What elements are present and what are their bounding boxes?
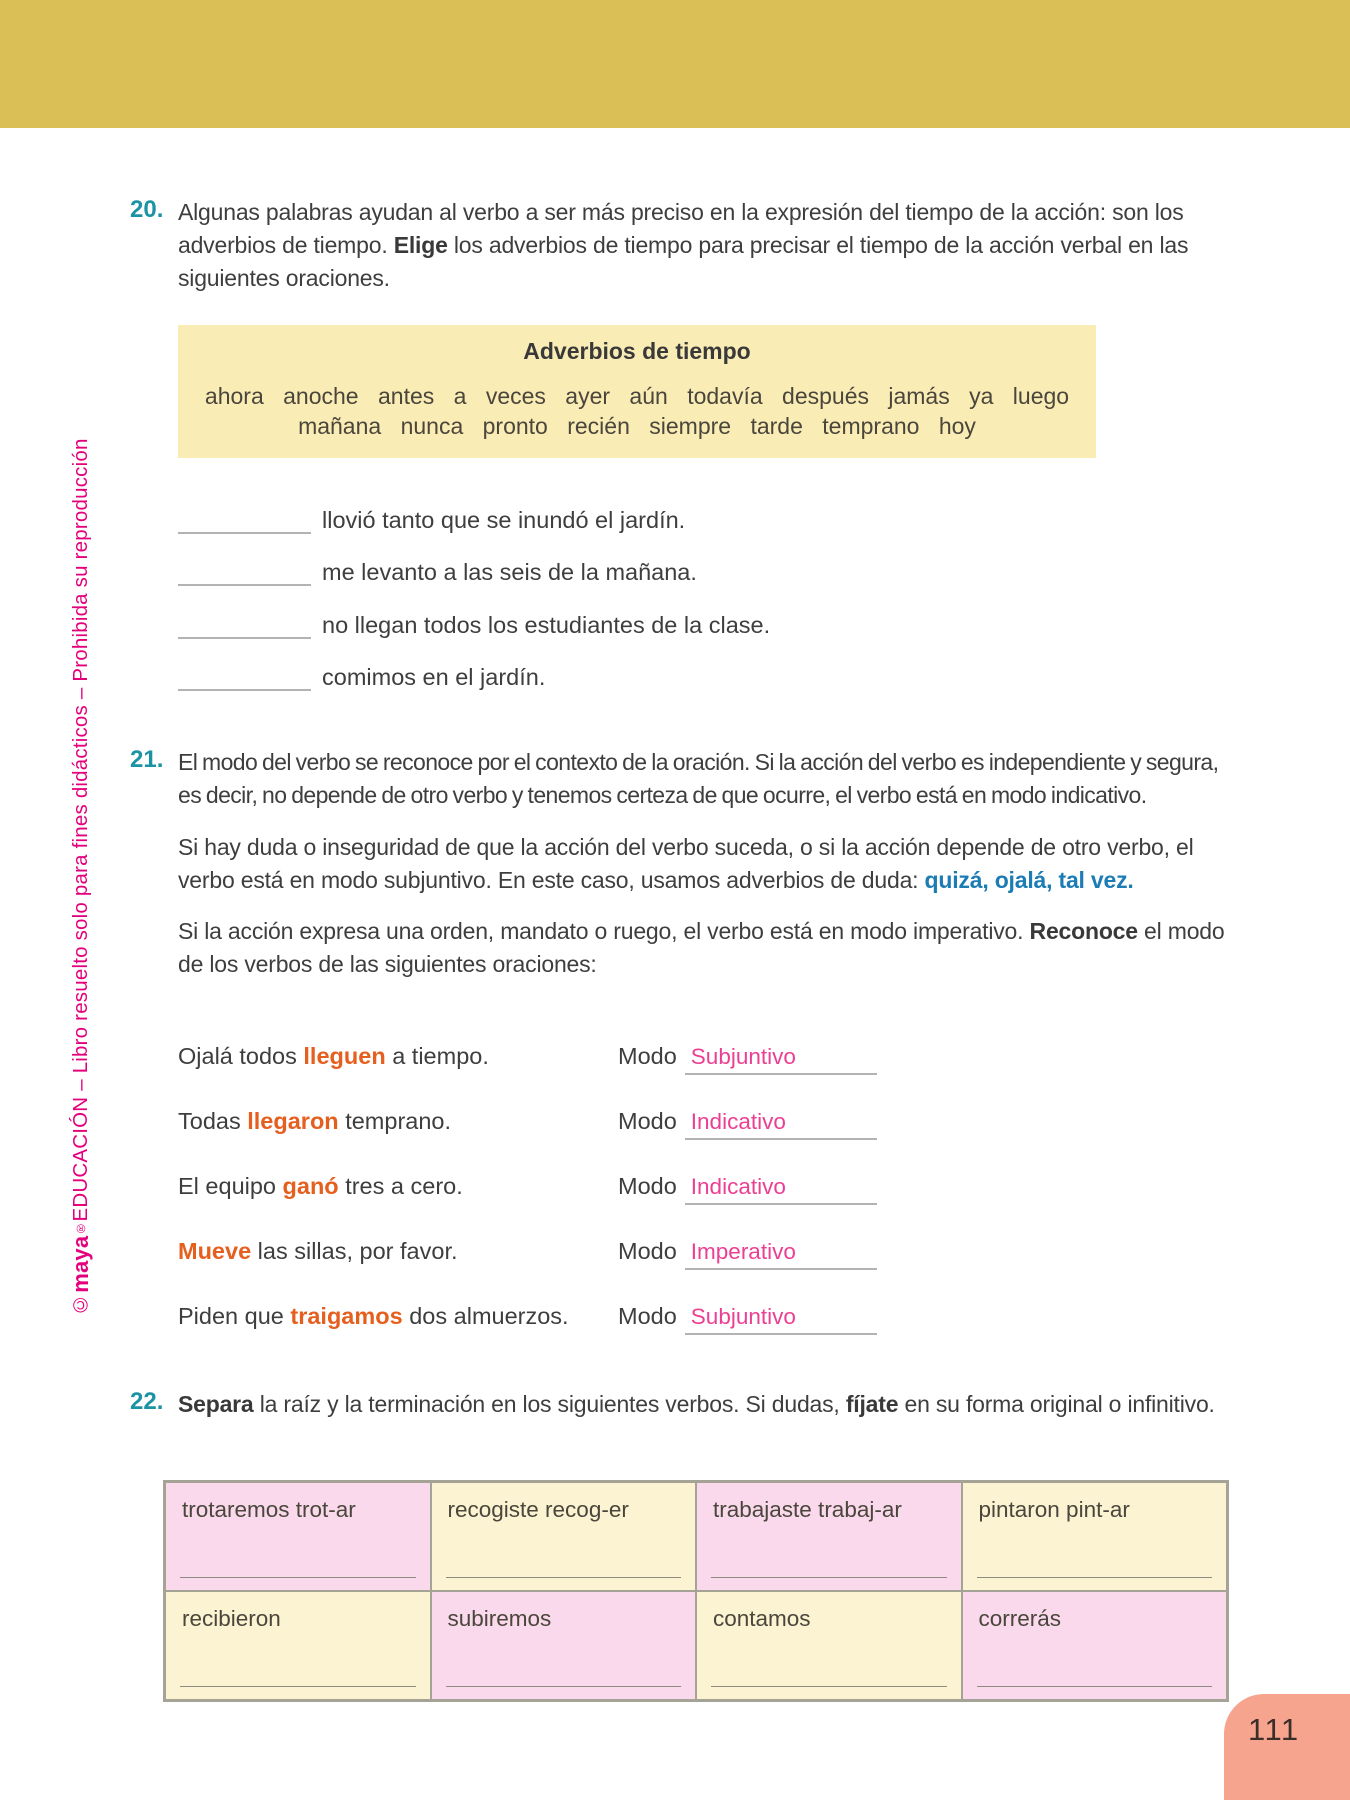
cell-answer-line[interactable] (977, 1577, 1213, 1578)
sentence-post: tres a cero. (338, 1173, 463, 1199)
exercise-21 (130, 746, 1230, 981)
modo-answer-field[interactable]: Subjuntivo (685, 1304, 877, 1335)
sentence-post: dos almuerzos. (402, 1303, 569, 1329)
sentence-text: no llegan todos los estudiantes de la clase. (322, 612, 771, 638)
sentence-text: me levanto a las seis de la mañana. (322, 559, 697, 585)
fill-blank-row (178, 505, 685, 535)
publisher-brand: maya (68, 1235, 93, 1293)
sentence-post: temprano. (338, 1108, 452, 1134)
modo-label: Modo (618, 1303, 677, 1329)
page-number: 111 (1248, 1712, 1300, 1747)
mode-sentence-row (178, 1238, 1230, 1284)
answer-blank-line[interactable] (178, 665, 311, 691)
exercise-21-paragraph-3 (178, 915, 1230, 981)
copyright-symbol: © (69, 1292, 92, 1316)
exercise-21-p3-post: el modo de los verbos de las siguientes oraciones: (178, 918, 1225, 977)
exercise-20-text-bold: Elige (393, 232, 448, 258)
highlighted-verb: Mueve (178, 1238, 252, 1264)
table-cell (962, 1591, 1228, 1700)
top-color-bar (0, 0, 1350, 128)
sentence-text: llovió tanto que se inundó el jardín. (322, 507, 686, 533)
sentence-pre: El equipo (178, 1173, 283, 1199)
cell-text: trabajaste trabaj-ar (713, 1497, 902, 1522)
fill-blank-row (178, 557, 697, 587)
exercise-20-text-pre: Algunas palabras ayudan al verbo a ser más preciso en la expresión del tiempo de la acción: son los adverbios de tiempo. (178, 199, 1184, 258)
table-cell (962, 1482, 1228, 1591)
exercise-20-number: 20. (130, 196, 164, 223)
exercise-22-text-post: en su forma original o infinitivo. (898, 1391, 1215, 1417)
page-number-tab (1224, 1694, 1350, 1800)
fill-blank-row (178, 610, 770, 640)
cell-answer-line[interactable] (446, 1686, 682, 1687)
modo-label: Modo (618, 1238, 677, 1264)
modo-answer-field[interactable]: Subjuntivo (685, 1044, 877, 1075)
cell-text: recibieron (182, 1606, 281, 1631)
registered-mark: ® (74, 1221, 88, 1236)
exercise-22 (130, 1388, 1230, 1421)
cell-answer-line[interactable] (446, 1577, 682, 1578)
modo-answer-field[interactable]: Indicativo (685, 1174, 877, 1205)
mode-sentence-row (178, 1173, 1230, 1219)
answer-blank-line[interactable] (178, 560, 311, 586)
highlighted-verb: lleguen (303, 1043, 386, 1069)
sentence (178, 1043, 489, 1069)
answer-blank-line[interactable] (178, 508, 311, 534)
adverb-box-title: Adverbios de tiempo (523, 338, 751, 364)
sentence-post: las sillas, por favor. (251, 1238, 458, 1264)
table-cell (696, 1591, 962, 1700)
table-cell (431, 1482, 697, 1591)
highlighted-verb: ganó (282, 1173, 339, 1199)
copyright-note: – Libro resuelto solo para fines didácticos – Prohibida su reproducción (69, 438, 92, 1097)
modo-label: Modo (618, 1108, 677, 1134)
exercise-22-text-mid: la raíz y la terminación en los siguientes verbos. Si dudas, (253, 1391, 846, 1417)
highlighted-verb: traigamos (290, 1303, 403, 1329)
sentence-post: a tiempo. (385, 1043, 489, 1069)
fill-blank-row (178, 662, 545, 692)
exercise-21-paragraph-1: El modo del verbo se reconoce por el contexto de la oración. Si la acción del verbo es independiente y segura, es decir, no depende de otro verbo y tenemos certeza de que ocurre, el verbo está en modo indicativo. (178, 749, 1219, 808)
cell-text: recogiste recog-er (447, 1497, 629, 1522)
exercise-21-p3-text: Si la acción expresa una orden, mandato o ruego, el verbo está en modo imperativo. (178, 918, 1030, 944)
copyright-sidebar (68, 438, 108, 1316)
cell-text: subiremos (447, 1606, 552, 1631)
publisher-name: EDUCACIÓN (69, 1096, 92, 1222)
exercise-20-text-post: los adverbios de tiempo para precisar el tiempo de la acción verbal en las siguientes oraciones. (178, 232, 1189, 291)
cell-answer-line[interactable] (711, 1577, 947, 1578)
modo-answer-field[interactable]: Imperativo (685, 1239, 877, 1270)
exercise-22-bold-1: Separa (178, 1391, 254, 1417)
cell-text: pintaron pint-ar (978, 1497, 1130, 1522)
mode-sentence-row (178, 1043, 1230, 1089)
exercise-21-p3-bold: Reconoce (1029, 918, 1138, 944)
cell-text: correrás (978, 1606, 1062, 1631)
verb-separation-table (163, 1480, 1229, 1702)
table-cell (431, 1591, 697, 1700)
sentence (178, 1238, 458, 1264)
sentence (178, 1303, 569, 1329)
sentence-pre: Ojalá todos (178, 1043, 304, 1069)
cell-answer-line[interactable] (180, 1686, 416, 1687)
modo-answer-field[interactable]: Indicativo (685, 1109, 877, 1140)
sentence-text: comimos en el jardín. (322, 664, 546, 690)
modo-label: Modo (618, 1173, 677, 1199)
answer-blank-line[interactable] (178, 613, 311, 639)
exercise-20 (130, 196, 1230, 295)
adverb-word-bank (178, 325, 1096, 458)
table-cell (165, 1482, 431, 1591)
cell-text: contamos (713, 1606, 811, 1631)
cell-answer-line[interactable] (180, 1577, 416, 1578)
table-cell (165, 1591, 431, 1700)
sentence-pre: Piden que (178, 1303, 291, 1329)
table-cell (696, 1482, 962, 1591)
sentence-pre: Todas (178, 1108, 248, 1134)
mode-sentence-row (178, 1108, 1230, 1154)
exercise-21-p2-text: Si hay duda o inseguridad de que la acción del verbo suceda, o si la acción depende de otro verbo, el verbo está en modo subjuntivo. En este caso, usamos adverbios de duda: (178, 834, 1194, 893)
cell-text: trotaremos trot-ar (182, 1497, 356, 1522)
exercise-22-bold-2: fíjate (845, 1391, 899, 1417)
exercise-22-instructions (178, 1388, 1230, 1421)
mode-sentence-row (178, 1303, 1230, 1349)
exercise-21-paragraph-2 (178, 831, 1230, 897)
exercise-21-number: 21. (130, 746, 164, 773)
modo-label: Modo (618, 1043, 677, 1069)
cell-answer-line[interactable] (711, 1686, 947, 1687)
doubt-adverbs-highlight: quizá, ojalá, tal vez. (924, 867, 1134, 893)
sentence (178, 1108, 451, 1134)
adverb-list-line-2: mañana nunca pronto recién siempre tarde temprano hoy (298, 413, 976, 439)
sentence (178, 1173, 463, 1199)
highlighted-verb: llegaron (247, 1108, 339, 1134)
adverb-list-line-1: ahora anoche antes a veces ayer aún todavía después jamás ya luego (204, 383, 1070, 409)
exercise-20-instructions (178, 196, 1230, 295)
cell-answer-line[interactable] (977, 1686, 1213, 1687)
exercise-22-number: 22. (130, 1388, 164, 1415)
